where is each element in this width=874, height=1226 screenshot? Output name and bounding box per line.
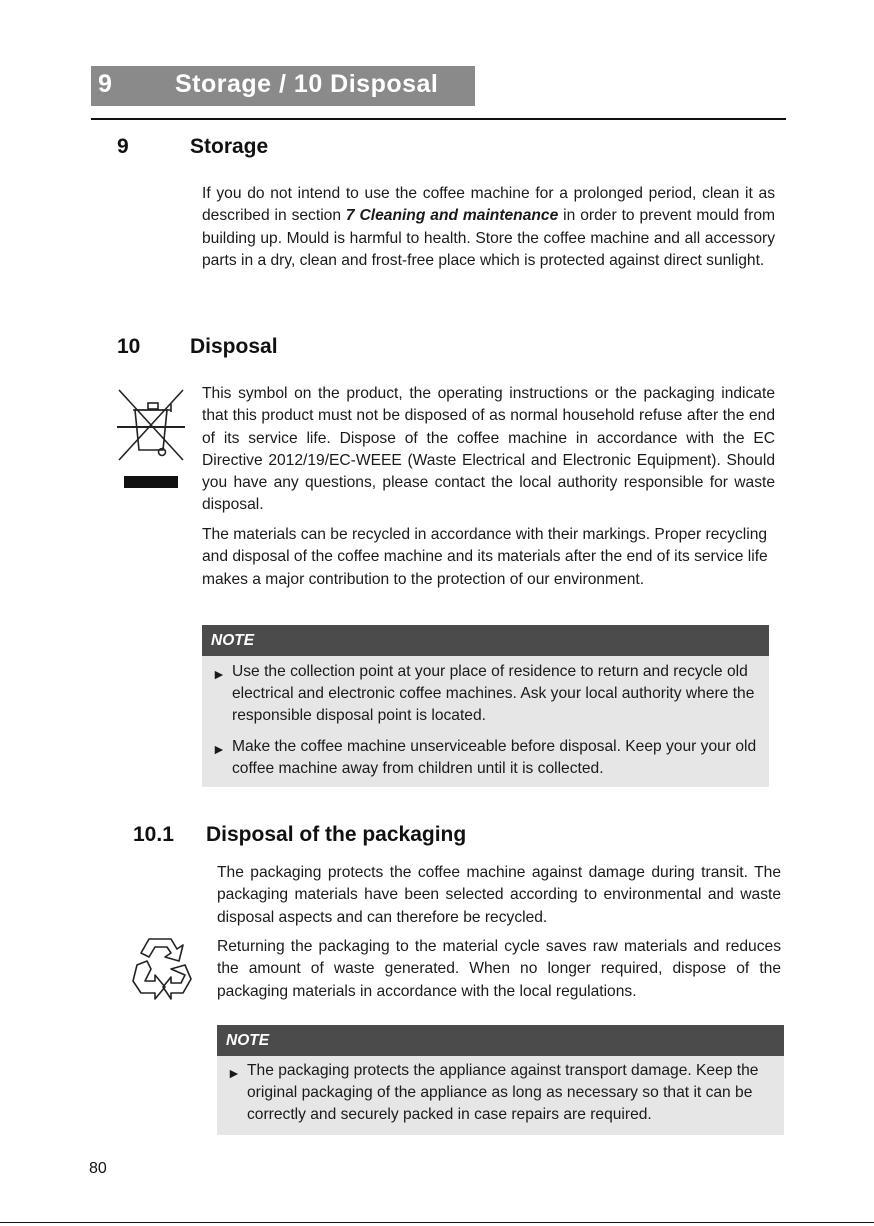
note-item [202,736,769,780]
header-divider [91,118,786,120]
note-box-packaging [217,1025,784,1135]
bullet-triangle-icon: ► [227,1065,241,1081]
note-box-disposal [202,625,769,787]
note-item-text: Use the collection point at your place of residence to return and recycle old electrical and electronic coffee machines. Ask your local authority where the responsible disposal point is located. [232,663,755,724]
bottom-border [0,1222,874,1223]
note-label: NOTE [217,1025,784,1056]
packaging-paragraph-2: Returning the packaging to the material cycle saves raw materials and reduces the amount of waste generated. When no longer required, dispose of the packaging materials in accordance with the local regulations. [217,938,781,1000]
disposal-paragraph-2: The materials can be recycled in accordance with their markings. Proper recycling and disposal of the coffee machine and its materials after the end of its service life makes a major contribution to the protection of our environment. [202,526,768,588]
note-item-text: Make the coffee machine unserviceable before disposal. Keep your your old coffee machine away from children until it is collected. [232,738,757,777]
chapter-header-title: Storage / 10 Disposal [175,70,439,98]
storage-paragraph [202,183,775,272]
chapter-header-number: 9 [98,70,112,98]
section-number-packaging: 10.1 [133,823,174,846]
recycling-icon [131,935,193,1005]
section-title-packaging: Disposal of the packaging [206,823,467,846]
disposal-paragraph-1: This symbol on the product, the operating instructions or the packaging indicate that this product must not be disposed of as normal household refuse after the end of its service life. Dispose of the coffee machine in accordance with the EC Directive 2012/19/EC-WEEE (Waste Electrical and Electronic Equipment). Should you have any questions, please contact the local authority responsible for waste disposal. [202,385,775,514]
storage-text-end: in order to prevent mould from building up. Mould is harmful to health. Store the coffee machine and all accessory parts in a dry, clean and frost-free place which is protected against direct sunlight. [202,207,776,269]
storage-text-start: If you do not intend to use the coffee machine for a prolonged period, clean it as described in section [202,185,775,225]
page-number: 80 [89,1160,107,1177]
note-item [202,661,769,727]
note-label: NOTE [202,625,769,656]
section-title-storage: Storage [190,135,269,158]
bullet-triangle-icon: ► [212,666,226,682]
crossed-out-wheelie-bin-icon [115,386,187,490]
section-title-disposal: Disposal [190,335,278,358]
section-number-disposal: 10 [117,335,141,358]
cross-reference-cleaning: 7 Cleaning and maintenance [345,207,559,225]
bullet-triangle-icon: ► [212,741,226,757]
packaging-paragraph-1: The packaging protects the coffee machine against damage during transit. The packaging materials have been selected according to environmental and waste disposal aspects and can therefore be recycled. [217,864,781,926]
note-item [217,1060,784,1126]
section-number-storage: 9 [117,135,129,158]
note-item-text: The packaging protects the appliance against transport damage. Keep the original packaging of the appliance as long as necessary so that it can be correctly and securely packed in case repairs are required. [247,1062,759,1123]
